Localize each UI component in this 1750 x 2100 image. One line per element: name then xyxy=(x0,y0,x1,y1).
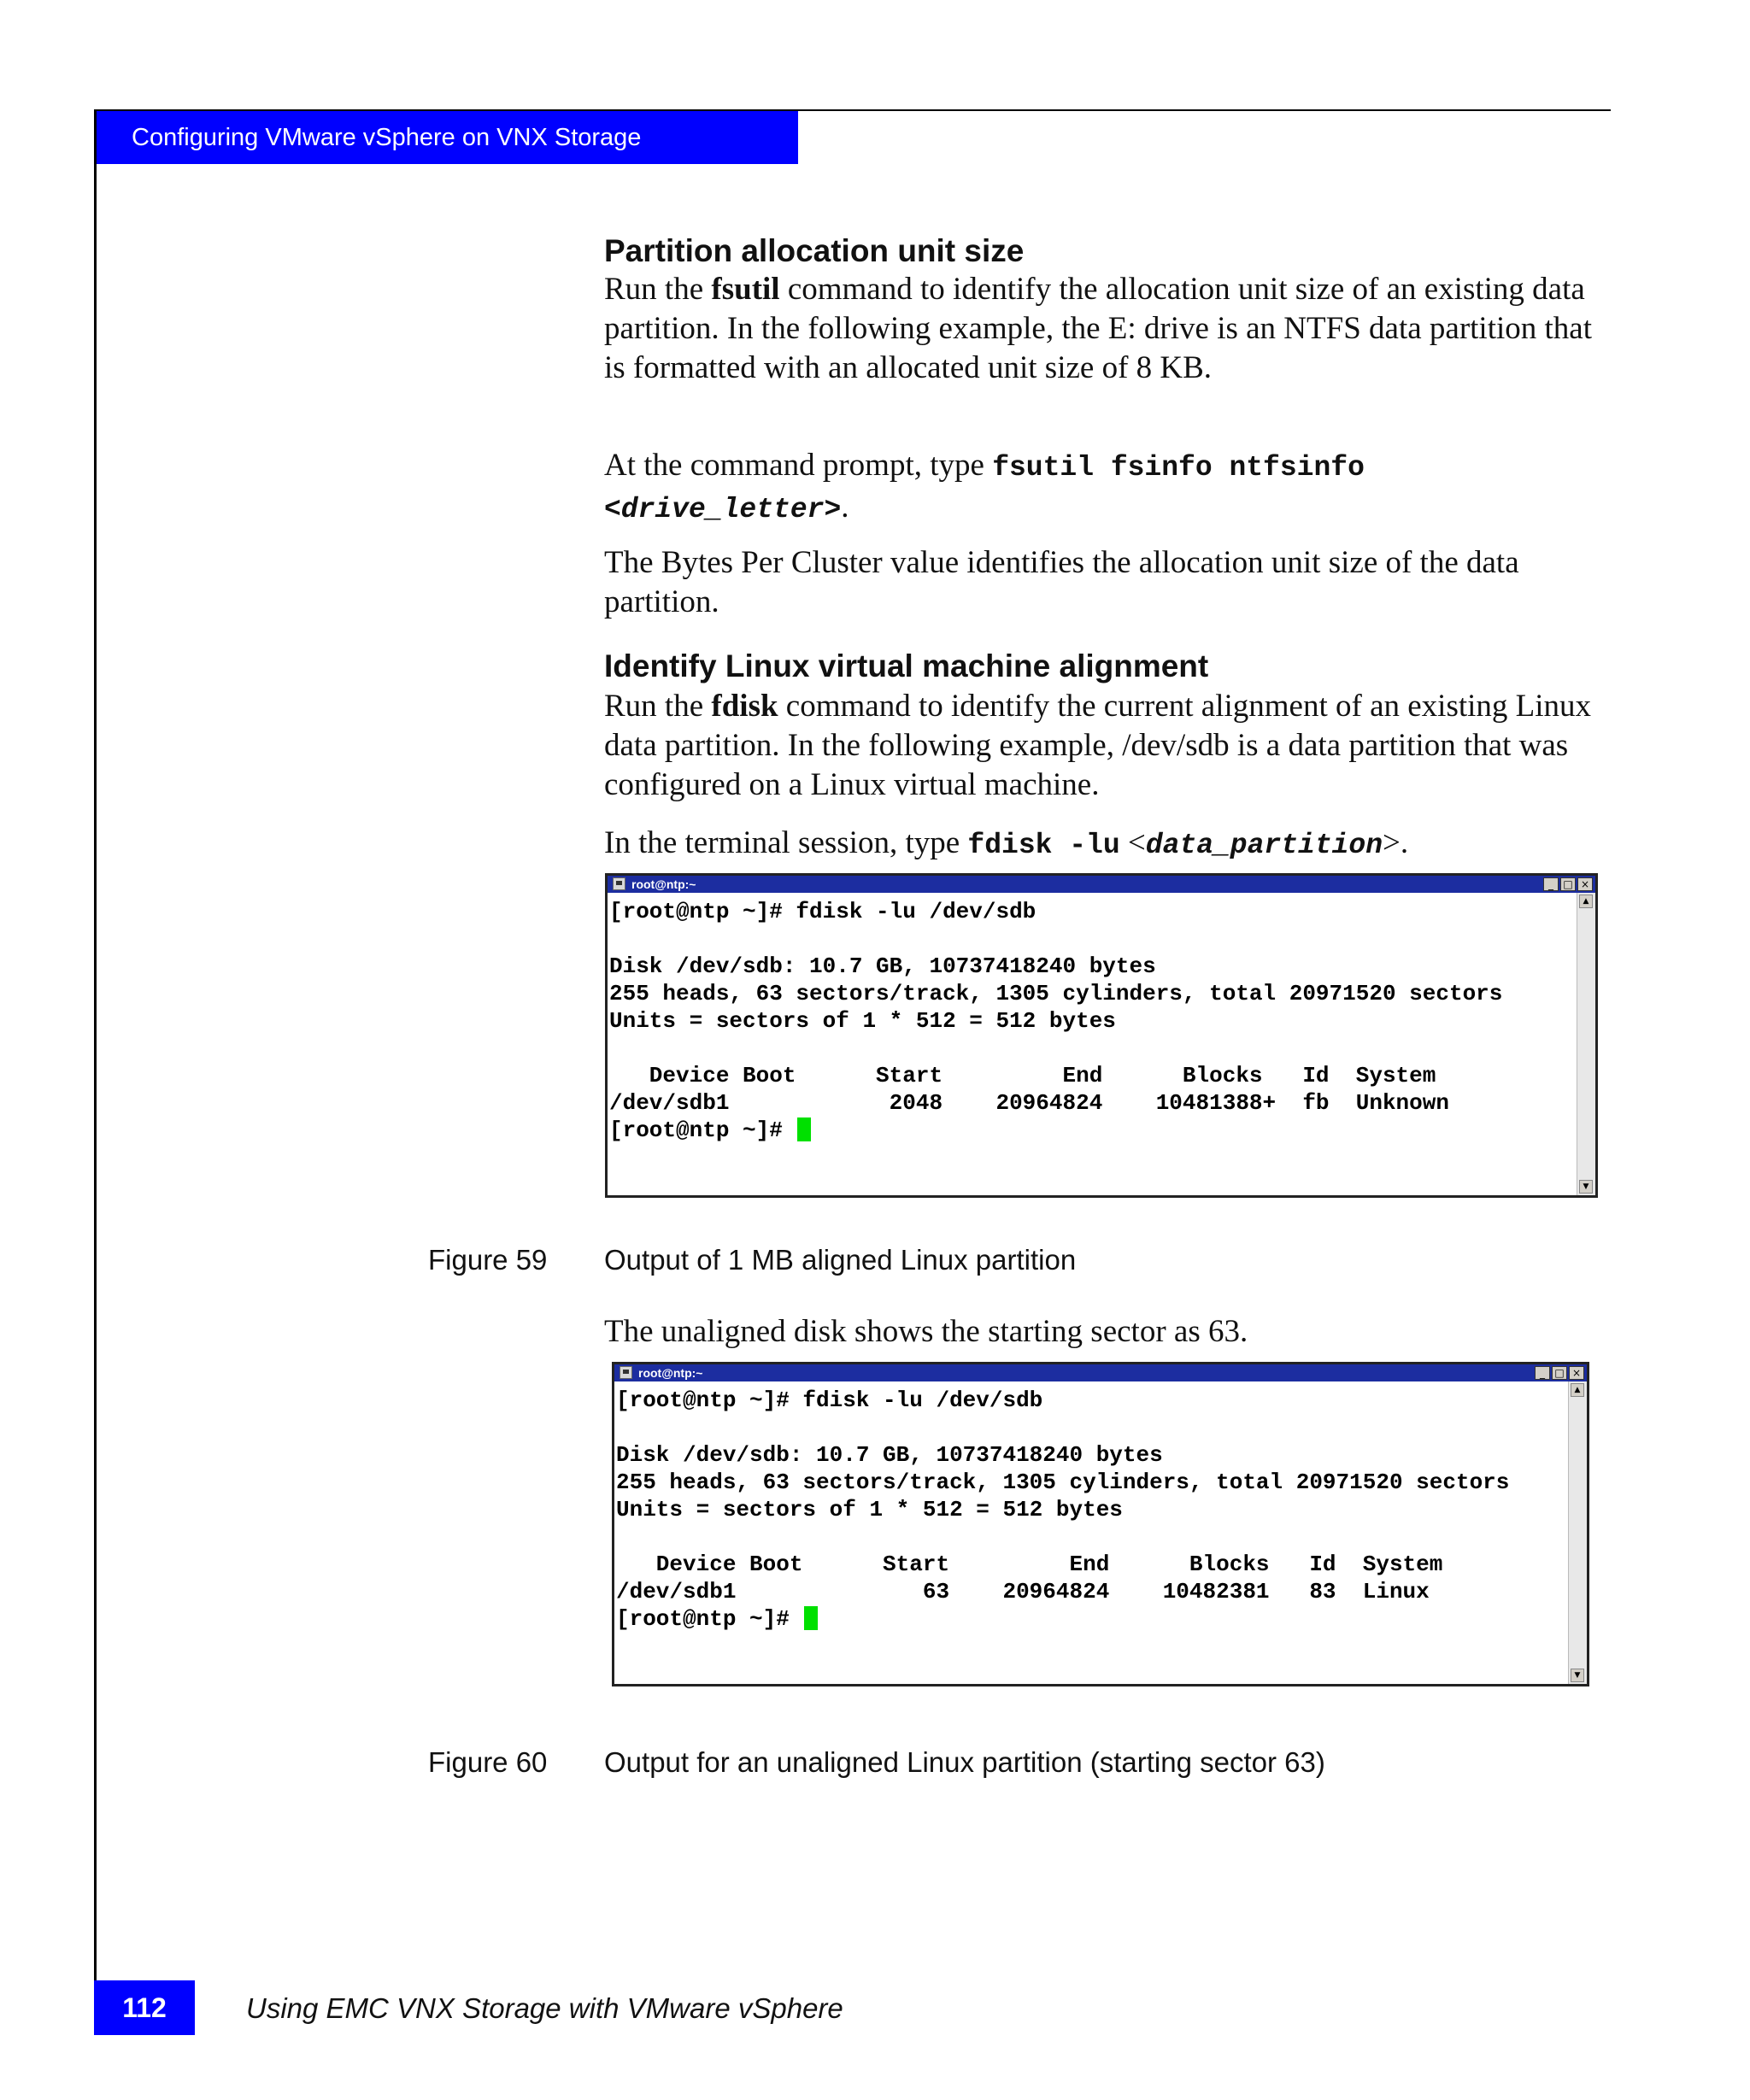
terminal-line xyxy=(616,1414,1568,1441)
close-icon[interactable]: × xyxy=(1569,1366,1584,1380)
chapter-header: Configuring VMware vSphere on VNX Storage xyxy=(94,111,798,164)
putty-icon xyxy=(620,1366,632,1379)
maximize-icon[interactable]: □ xyxy=(1552,1366,1567,1380)
terminal-line: Device Boot Start End Blocks Id System xyxy=(609,1063,1436,1088)
terminal-output xyxy=(614,1381,1568,1684)
figure-59-caption: Output of 1 MB aligned Linux partition xyxy=(604,1244,1077,1276)
arg-drive-letter: <drive_letter> xyxy=(604,494,842,525)
terminal-line: Units = sectors of 1 * 512 = 512 bytes xyxy=(616,1497,1123,1522)
terminal-line: Disk /dev/sdb: 10.7 GB, 10737418240 bytes xyxy=(609,953,1156,979)
terminal-line: [root@ntp ~]# fdisk -lu /dev/sdb xyxy=(609,899,1036,924)
paragraph-bytes-per-cluster: The Bytes Per Cluster value identifies the allocation unit size of the data partition. xyxy=(604,545,1519,619)
terminal-line: [root@ntp ~]# fdisk -lu /dev/sdb xyxy=(616,1387,1043,1413)
terminal-cursor xyxy=(797,1117,811,1141)
terminal-window-unaligned xyxy=(612,1362,1589,1686)
terminal-window-aligned xyxy=(605,873,1598,1198)
terminal-line: Units = sectors of 1 * 512 = 512 bytes xyxy=(609,1008,1116,1034)
terminal-titlebar xyxy=(614,1364,1587,1381)
terminal-line: 255 heads, 63 sectors/track, 1305 cylinders, total 20971520 sectors xyxy=(609,981,1503,1006)
section-heading-linux-alignment: Identify Linux virtual machine alignment xyxy=(604,648,1209,683)
terminal-scrollbar[interactable] xyxy=(1577,893,1595,1195)
arg-data-partition: data_partition xyxy=(1145,830,1383,861)
paragraph-unaligned: The unaligned disk shows the starting sector as 63. xyxy=(604,1314,1248,1349)
scroll-up-icon[interactable]: ▲ xyxy=(1571,1383,1584,1397)
minimize-icon[interactable]: _ xyxy=(1543,877,1559,891)
scroll-up-icon[interactable]: ▲ xyxy=(1579,895,1593,908)
paragraph-terminal-session: In the terminal session, type fdisk -lu <data_partition>. xyxy=(604,825,1409,861)
figure-60-caption: Output for an unaligned Linux partition (starting sector 63) xyxy=(604,1746,1325,1778)
figure-60-label: Figure 60 xyxy=(428,1746,548,1778)
terminal-line: /dev/sdb1 2048 20964824 10481388+ fb Unknown xyxy=(609,1090,1449,1116)
paragraph-fsutil: Run the fsutil command to identify the allocation unit size of an existing data partition. In the following example, the E: drive is an NTFS data partition that is formatted with an allocated unit size of 8 KB. xyxy=(604,272,1592,385)
command-fdisk-lu: fdisk -lu xyxy=(967,830,1120,861)
terminal-line xyxy=(609,1035,1577,1062)
terminal-line: 255 heads, 63 sectors/track, 1305 cylinders, total 20971520 sectors xyxy=(616,1469,1510,1495)
scroll-down-icon[interactable]: ▼ xyxy=(1571,1669,1584,1682)
page-number: 112 xyxy=(94,1980,195,2035)
command-fsutil: fsutil xyxy=(711,272,780,307)
scroll-down-icon[interactable]: ▼ xyxy=(1579,1180,1593,1194)
terminal-prompt-line: [root@ntp ~]# xyxy=(616,1605,1568,1633)
terminal-titlebar xyxy=(608,876,1595,893)
minimize-icon[interactable]: _ xyxy=(1535,1366,1550,1380)
left-margin-rule xyxy=(94,111,97,2035)
section-heading-allocation: Partition allocation unit size xyxy=(604,233,1025,268)
command-fsutil-fsinfo: fsutil fsinfo ntfsinfo xyxy=(992,452,1365,484)
command-fdisk: fdisk xyxy=(711,689,778,724)
paragraph-fdisk: Run the fdisk command to identify the current alignment of an existing Linux data partition. In the following example, /dev/sdb is a data partition that was configured on a Linux virtual machine. xyxy=(604,689,1592,802)
terminal-prompt-line: [root@ntp ~]# xyxy=(609,1117,1577,1144)
terminal-cursor xyxy=(804,1606,818,1630)
figure-59-label: Figure 59 xyxy=(428,1244,548,1276)
putty-icon xyxy=(613,877,625,890)
terminal-line: /dev/sdb1 63 20964824 10482381 83 Linux xyxy=(616,1579,1430,1604)
book-title: Using EMC VNX Storage with VMware vSphere xyxy=(246,1992,843,2024)
terminal-line: Disk /dev/sdb: 10.7 GB, 10737418240 bytes xyxy=(616,1442,1163,1468)
paragraph-command-prompt: At the command prompt, type fsutil fsinfo ntfsinfo <drive_letter>. xyxy=(604,448,1365,525)
terminal-title: root@ntp:~ xyxy=(631,877,696,891)
terminal-output xyxy=(608,893,1577,1195)
terminal-line: Device Boot Start End Blocks Id System xyxy=(616,1552,1443,1577)
terminal-scrollbar[interactable] xyxy=(1568,1381,1587,1684)
terminal-line xyxy=(609,925,1577,953)
terminal-line xyxy=(616,1523,1568,1551)
close-icon[interactable]: × xyxy=(1577,877,1593,891)
maximize-icon[interactable]: □ xyxy=(1560,877,1576,891)
terminal-title: root@ntp:~ xyxy=(638,1366,703,1380)
